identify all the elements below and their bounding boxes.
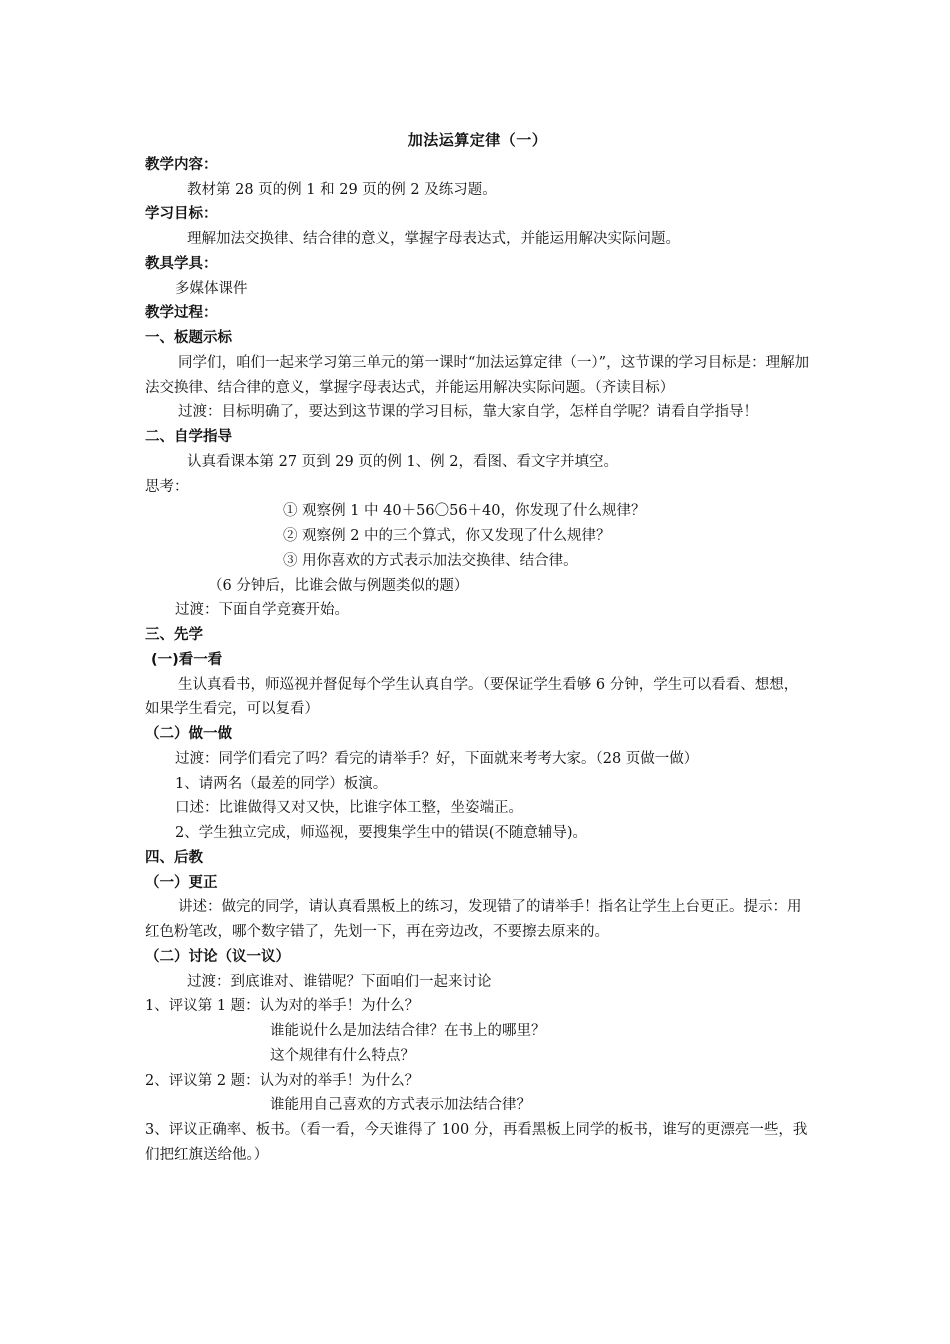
review-item-2: 2、评议第 2 题：认为对的举手！为什么？	[145, 1072, 420, 1089]
review-item-1-sub: 这个规律有什么特点？	[270, 1047, 415, 1064]
section-3-line: 过渡：同学们看完了吗？看完的请举手？好，下面就来考考大家。（28 页做一做）	[175, 750, 699, 767]
section-3-heading: 三、先学	[145, 627, 203, 643]
review-item-1: 1、评议第 1 题：认为对的举手！为什么？	[145, 998, 420, 1015]
section-2-heading: 二、自学指导	[145, 429, 232, 445]
lesson-plan-document	[145, 128, 810, 1168]
section-4-part-1-paragraph: 讲述：做完的同学，请认真看黑板上的练习，发现错了的请举手！指名让学生上台更正。提示：用红色粉笔改，哪个数字错了，先划一下，再在旁边改，不要擦去原来的。	[145, 899, 802, 940]
review-item-1-sub: 谁能说什么是加法结合律？在书上的哪里？	[270, 1023, 546, 1039]
section-3-line: 1、请两名（最差的同学）板演。	[175, 775, 388, 792]
section-1-heading: 一、板题示标	[145, 330, 232, 346]
review-item-3: 3、评议正确率、板书。（看一看，今天谁得了 100 分，再看黑板上同学的板书，谁写的更漂亮一些，我们把红旗送给他。）	[145, 1122, 808, 1163]
document-title: 加法运算定律（一）	[407, 131, 548, 149]
section-4-heading: 四、后教	[145, 849, 203, 866]
teaching-content-heading: 教学内容：	[145, 156, 218, 173]
question-item: ③ 用你喜欢的方式表示加法交换律、结合律。	[283, 552, 578, 569]
question-item: ① 观察例 1 中 40＋56〇56＋40，你发现了什么规律？	[283, 503, 646, 520]
section-1-transition: 过渡：目标明确了，要达到这节课的学习目标，靠大家自学，怎样自学呢？请看自学指导！	[178, 404, 758, 421]
question-item: ② 观察例 2 中的三个算式，你又发现了什么规律？	[283, 528, 611, 544]
section-2-note: （6 分钟后，比谁会做与例题类似的题）	[208, 577, 469, 594]
review-item-2-sub: 谁能用自己喜欢的方式表示加法结合律？	[270, 1097, 531, 1114]
process-heading: 教学过程：	[145, 305, 218, 322]
section-3-part-1-paragraph: 生认真看书，师巡视并督促每个学生认真自学。（要保证学生看够 6 分钟，学生可以看看、想想，如果学生看完，可以复看）	[145, 676, 799, 718]
learning-goal-heading: 学习目标：	[145, 206, 218, 223]
section-3-part-2-heading: （二）做一做	[145, 726, 232, 742]
learning-goal-text: 理解加法交换律、结合律的意义，掌握字母表达式，并能运用解决实际问题。	[187, 231, 680, 247]
section-3-line: 口述：比谁做得又对又快，比谁字体工整，坐姿端正。	[175, 800, 523, 817]
section-4-transition: 过渡：到底谁对、谁错呢？下面咱们一起来讨论	[187, 973, 492, 990]
section-4-part-2-heading: （二）讨论（议一议）	[145, 948, 290, 965]
section-1-paragraph: 同学们，咱们一起来学习第三单元的第一课时“加法运算定律（一）”，这节课的学习目标是：理解加法交换律、结合律的意义，掌握字母表达式，并能运用解决实际问题。（齐读目标）	[145, 354, 810, 396]
tools-heading: 教具学具：	[145, 255, 218, 272]
section-3-part-1-heading: (一)看一看	[151, 651, 223, 668]
teaching-content-text: 教材第 28 页的例 1 和 29 页的例 2 及练习题。	[187, 181, 497, 198]
section-3-line: 2、学生独立完成，师巡视，要搜集学生中的错误(不随意辅导)。	[175, 825, 588, 841]
think-label: 思考：	[145, 478, 189, 495]
section-2-transition: 过渡：下面自学竞赛开始。	[175, 602, 349, 619]
section-4-part-1-heading: （一）更正	[145, 874, 218, 891]
section-2-instruction: 认真看课本第 27 页到 29 页的例 1、例 2，看图、看文字并填空。	[187, 453, 619, 470]
tools-text: 多媒体课件	[175, 280, 248, 297]
